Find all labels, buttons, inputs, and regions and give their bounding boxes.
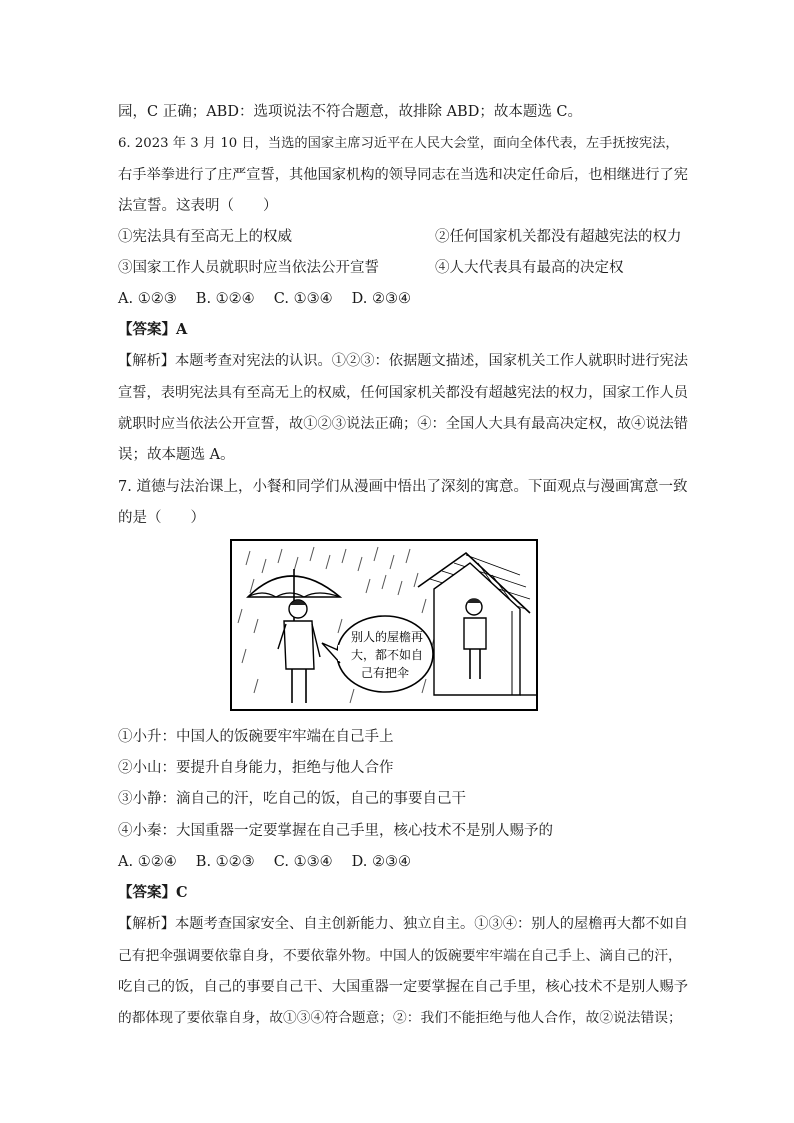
q6-stem-line-1: 6. 2023 年 3 月 10 日，当选的国家主席习近平在人民大会堂，面向全体代表，左手抚按宪法，: [118, 136, 679, 151]
umbrella-comic: [230, 539, 538, 711]
q6-explanation-line-1: 【解析】本题考查对宪法的认识。①②③：依据题文描述，国家机关工作人就职时进行宪法: [118, 353, 689, 369]
q7-explanation-line-3: 吃自己的饭，自己的事要自己干、大国重器一定要掌握在自己手里，核心技术不是别人赐予: [118, 979, 689, 995]
q6-explanation-line-4: 误；故本题选 A。: [118, 447, 235, 463]
q7-explanation-line-4: 的都体现了要依靠自身，故①③④符合题意；②：我们不能拒绝与他人合作，故②说法错误；: [118, 1010, 682, 1026]
q7-explanation-line-1: 【解析】本题考查国家安全、自主创新能力、独立自主。①③④：别人的屋檐再大都不如自: [118, 916, 689, 932]
speech-bubble-line-3: 己有把伞: [360, 666, 410, 680]
q7-option-2: ②小山：要提升自身能力，拒绝与他人合作: [118, 760, 394, 776]
q7-stem-line-1: 7. 道德与法治课上，小餐和同学们从漫画中悟出了深刻的寓意。下面观点与漫画寓意一致: [118, 479, 688, 495]
q6-choices: A. ①②③ B. ①②④ C. ①③④ D. ②③④: [118, 291, 412, 307]
q6-explanation-line-3: 就职时应当依法公开宣誓，故①②③说法正确；④：全国人大具有最高决定权，故④说法错: [118, 416, 689, 432]
q6-option-2: ②任何国家机关都没有超越宪法的权力: [435, 229, 682, 245]
q6-stem-line-3: 法宣誓。这表明（ ）: [118, 198, 278, 214]
q6-option-3: ③国家工作人员就职时应当依法公开宣誓: [118, 260, 379, 276]
q6-option-1: ①宪法具有至高无上的权威: [118, 229, 292, 245]
q7-explanation-line-2: 己有把伞强调要依靠自身，不要依靠外物。中国人的饭碗要牢牢端在自己手上、滴自己的汗，: [118, 948, 682, 964]
speech-bubble-line-2: 大，都不如自: [350, 648, 424, 662]
q6-stem-line-2: 右手举拳进行了庄严宣誓，其他国家机构的领导同志在当选和决定任命后，也相继进行了宪: [118, 167, 689, 183]
q6-explanation-line-2: 宣誓，表明宪法具有至高无上的权威，任何国家机关都没有超越宪法的权力，国家工作人员: [118, 385, 689, 401]
q6-answer: 【答案】A: [118, 321, 188, 338]
q7-option-4: ④小秦：大国重器一定要掌握在自己手里，核心技术不是别人赐予的: [118, 823, 553, 839]
q6-option-4: ④人大代表具有最高的决定权: [435, 260, 624, 276]
q7-stem-line-2: 的是（ ）: [118, 510, 205, 526]
q7-choices: A. ①②④ B. ①②③ C. ①③④ D. ②③④: [118, 854, 412, 870]
q7-option-3: ③小静：滴自己的汗，吃自己的饭，自己的事要自己干: [118, 791, 466, 807]
q7-option-1: ①小升：中国人的饭碗要牢牢端在自己手上: [118, 729, 394, 745]
speech-bubble-line-1: 别人的屋檐再: [350, 630, 424, 644]
q7-answer: 【答案】C: [118, 884, 188, 901]
previous-explanation-end: 园，C 正确；ABD：选项说法不符合题意，故排除 ABD；故本题选 C。: [118, 104, 583, 120]
